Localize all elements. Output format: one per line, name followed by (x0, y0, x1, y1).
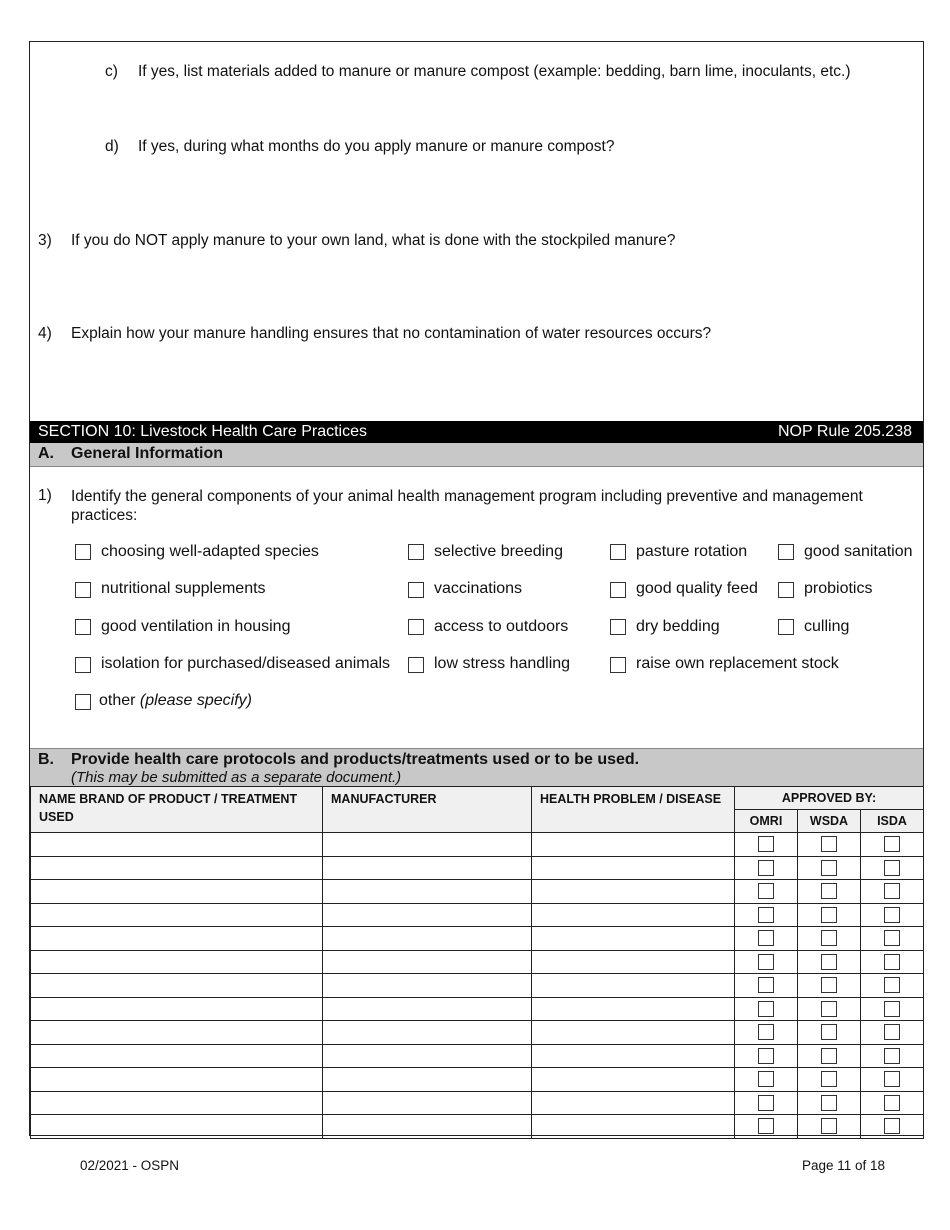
omri-checkbox[interactable] (758, 1071, 774, 1087)
omri-cell (735, 1021, 798, 1045)
wsda-cell (798, 833, 861, 857)
option-label: isolation for purchased/diseased animals (101, 655, 391, 672)
omri-cell (735, 950, 798, 974)
isda-checkbox[interactable] (884, 1118, 900, 1134)
wsda-cell (798, 903, 861, 927)
part-b-title: Provide health care protocols and products/treatments used or to be used. (71, 751, 640, 768)
table-row (31, 1115, 924, 1139)
manufacturer-cell[interactable] (323, 927, 532, 951)
question-1-text: Identify the general components of your animal health management program including preventive and management practices: (71, 488, 863, 524)
section-header (30, 421, 923, 443)
wsda-cell (798, 1021, 861, 1045)
omri-cell (735, 833, 798, 857)
wsda-checkbox[interactable] (821, 907, 837, 923)
isda-checkbox[interactable] (884, 1024, 900, 1040)
omri-checkbox[interactable] (758, 977, 774, 993)
wsda-checkbox[interactable] (821, 954, 837, 970)
isda-checkbox[interactable] (884, 1048, 900, 1064)
option-label: choosing well-adapted species (101, 543, 319, 560)
part-a-header (30, 443, 923, 467)
manufacturer-cell[interactable] (323, 833, 532, 857)
manufacturer-cell[interactable] (323, 1044, 532, 1068)
checkbox-nutritional-supplements[interactable] (75, 582, 91, 598)
product-cell[interactable] (31, 1044, 323, 1068)
table-row (31, 997, 924, 1021)
question-4-label: 4) (38, 325, 52, 342)
checkbox-isolation[interactable] (75, 657, 91, 673)
checkbox-dry-bedding[interactable] (610, 619, 626, 635)
wsda-cell (798, 997, 861, 1021)
health-problem-cell[interactable] (532, 1068, 735, 1092)
option-other-label (99, 692, 252, 710)
manufacturer-cell[interactable] (323, 1091, 532, 1115)
omri-checkbox[interactable] (758, 836, 774, 852)
section-rule: NOP Rule 205.238 (777, 423, 912, 440)
col-header-isda: ISDA (861, 810, 924, 833)
wsda-cell (798, 950, 861, 974)
health-problem-cell[interactable] (532, 1115, 735, 1139)
health-problem-cell[interactable] (532, 974, 735, 998)
manufacturer-cell[interactable] (323, 903, 532, 927)
health-problem-cell[interactable] (532, 1091, 735, 1115)
option-label: probiotics (804, 580, 873, 597)
isda-cell (861, 974, 924, 998)
option-label: nutritional supplements (101, 580, 266, 597)
product-cell[interactable] (31, 974, 323, 998)
product-cell[interactable] (31, 1021, 323, 1045)
footer-page-number: Page 11 of 18 (802, 1158, 886, 1173)
isda-cell (861, 1115, 924, 1139)
omri-checkbox[interactable] (758, 860, 774, 876)
isda-cell (861, 950, 924, 974)
other-hint-text: (please specify) (139, 692, 252, 709)
isda-cell (861, 1091, 924, 1115)
option-label: dry bedding (636, 618, 720, 635)
question-d-text: If yes, during what months do you apply manure or manure compost? (138, 138, 615, 155)
isda-cell (861, 880, 924, 904)
part-a-letter: A. (38, 445, 54, 462)
isda-cell (861, 1021, 924, 1045)
omri-checkbox[interactable] (758, 907, 774, 923)
omri-cell (735, 856, 798, 880)
wsda-cell (798, 1044, 861, 1068)
checkbox-other[interactable] (75, 694, 91, 710)
table-row (31, 974, 924, 998)
isda-checkbox[interactable] (884, 977, 900, 993)
health-problem-cell[interactable] (532, 856, 735, 880)
checkbox-selective-breeding[interactable] (408, 544, 424, 560)
omri-checkbox[interactable] (758, 1118, 774, 1134)
checkbox-access-to-outdoors[interactable] (408, 619, 424, 635)
question-3-text: If you do NOT apply manure to your own land, what is done with the stockpiled manure? (71, 232, 676, 249)
checkbox-good-quality-feed[interactable] (610, 582, 626, 598)
table-row (31, 880, 924, 904)
table-row (31, 950, 924, 974)
question-c-label: c) (105, 63, 118, 80)
isda-cell (861, 903, 924, 927)
isda-checkbox[interactable] (884, 1095, 900, 1111)
wsda-checkbox[interactable] (821, 1071, 837, 1087)
wsda-cell (798, 1091, 861, 1115)
checkbox-raise-replacement-stock[interactable] (610, 657, 626, 673)
omri-checkbox[interactable] (758, 954, 774, 970)
checkbox-good-ventilation[interactable] (75, 619, 91, 635)
part-b-header (30, 748, 923, 786)
wsda-checkbox[interactable] (821, 883, 837, 899)
product-cell[interactable] (31, 903, 323, 927)
isda-cell (861, 856, 924, 880)
part-a-title: General Information (71, 445, 224, 462)
table-row (31, 1044, 924, 1068)
product-cell[interactable] (31, 1068, 323, 1092)
wsda-cell (798, 856, 861, 880)
section-title: SECTION 10: Livestock Health Care Practices (38, 423, 368, 440)
question-c-text: If yes, list materials added to manure or manure compost (example: bedding, barn lime, inoculants, etc.) (138, 63, 851, 80)
wsda-cell (798, 974, 861, 998)
col-header-wsda: WSDA (798, 810, 861, 833)
health-problem-cell[interactable] (532, 997, 735, 1021)
table-row (31, 1091, 924, 1115)
table-row (31, 833, 924, 857)
wsda-cell (798, 927, 861, 951)
option-label: good quality feed (636, 580, 758, 597)
other-label-text: other (99, 692, 136, 709)
col-header-product: NAME BRAND OF PRODUCT / TREATMENT USED (31, 787, 323, 833)
option-label: selective breeding (434, 543, 563, 560)
option-label: vaccinations (434, 580, 523, 597)
manufacturer-cell[interactable] (323, 997, 532, 1021)
product-cell[interactable] (31, 927, 323, 951)
checkbox-probiotics[interactable] (778, 582, 794, 598)
product-cell[interactable] (31, 997, 323, 1021)
treatments-table (30, 786, 924, 1139)
isda-checkbox[interactable] (884, 954, 900, 970)
omri-cell (735, 974, 798, 998)
health-problem-cell[interactable] (532, 927, 735, 951)
health-problem-cell[interactable] (532, 880, 735, 904)
option-label: access to outdoors (434, 618, 569, 635)
question-3-label: 3) (38, 232, 52, 249)
omri-cell (735, 1091, 798, 1115)
manufacturer-cell[interactable] (323, 1068, 532, 1092)
wsda-checkbox[interactable] (821, 1001, 837, 1017)
health-problem-cell[interactable] (532, 950, 735, 974)
wsda-checkbox[interactable] (821, 977, 837, 993)
omri-cell (735, 880, 798, 904)
omri-checkbox[interactable] (758, 883, 774, 899)
isda-checkbox[interactable] (884, 883, 900, 899)
col-header-manufacturer: MANUFACTURER (323, 787, 532, 833)
manufacturer-cell[interactable] (323, 1021, 532, 1045)
wsda-checkbox[interactable] (821, 836, 837, 852)
wsda-checkbox[interactable] (821, 1118, 837, 1134)
question-4-text: Explain how your manure handling ensures that no contamination of water resources occurs? (71, 325, 712, 342)
option-label: low stress handling (434, 655, 571, 672)
omri-cell (735, 1044, 798, 1068)
col-header-omri: OMRI (735, 810, 798, 833)
table-row (31, 927, 924, 951)
checkbox-good-sanitation[interactable] (778, 544, 794, 560)
table-row (31, 1021, 924, 1045)
health-problem-cell[interactable] (532, 833, 735, 857)
isda-checkbox[interactable] (884, 860, 900, 876)
manufacturer-cell[interactable] (323, 974, 532, 998)
product-cell[interactable] (31, 950, 323, 974)
omri-cell (735, 997, 798, 1021)
isda-cell (861, 927, 924, 951)
wsda-checkbox[interactable] (821, 1048, 837, 1064)
manufacturer-cell[interactable] (323, 880, 532, 904)
isda-checkbox[interactable] (884, 930, 900, 946)
checkbox-culling[interactable] (778, 619, 794, 635)
product-cell[interactable] (31, 880, 323, 904)
question-1-label: 1) (38, 487, 52, 504)
part-b-letter: B. (38, 751, 54, 768)
table-row (31, 1068, 924, 1092)
option-label: pasture rotation (636, 543, 748, 560)
isda-cell (861, 1068, 924, 1092)
isda-checkbox[interactable] (884, 836, 900, 852)
form-page (29, 41, 924, 1136)
footer-date: 02/2021 - OSPN (80, 1158, 180, 1173)
question-d-label: d) (105, 138, 119, 155)
wsda-cell (798, 1068, 861, 1092)
omri-cell (735, 927, 798, 951)
manufacturer-cell[interactable] (323, 856, 532, 880)
omri-checkbox[interactable] (758, 1024, 774, 1040)
health-problem-cell[interactable] (532, 1044, 735, 1068)
wsda-cell (798, 1115, 861, 1139)
isda-checkbox[interactable] (884, 907, 900, 923)
part-b-subtitle: (This may be submitted as a separate document.) (71, 769, 402, 786)
manufacturer-cell[interactable] (323, 1115, 532, 1139)
checkbox-well-adapted-species[interactable] (75, 544, 91, 560)
omri-checkbox[interactable] (758, 930, 774, 946)
col-header-approved-by: APPROVED BY: (735, 787, 924, 810)
health-problem-cell[interactable] (532, 903, 735, 927)
col-header-health-problem: HEALTH PROBLEM / DISEASE (532, 787, 735, 833)
product-cell[interactable] (31, 856, 323, 880)
omri-cell (735, 1115, 798, 1139)
checkbox-vaccinations[interactable] (408, 582, 424, 598)
option-label: raise own replacement stock (636, 655, 839, 672)
omri-cell (735, 1068, 798, 1092)
isda-cell (861, 997, 924, 1021)
checkbox-low-stress-handling[interactable] (408, 657, 424, 673)
wsda-checkbox[interactable] (821, 1024, 837, 1040)
product-cell[interactable] (31, 1091, 323, 1115)
isda-cell (861, 1044, 924, 1068)
product-cell[interactable] (31, 833, 323, 857)
isda-checkbox[interactable] (884, 1001, 900, 1017)
manufacturer-cell[interactable] (323, 950, 532, 974)
wsda-cell (798, 880, 861, 904)
isda-cell (861, 833, 924, 857)
checkbox-pasture-rotation[interactable] (610, 544, 626, 560)
product-cell[interactable] (31, 1115, 323, 1139)
table-row (31, 856, 924, 880)
omri-checkbox[interactable] (758, 1095, 774, 1111)
table-row (31, 903, 924, 927)
omri-checkbox[interactable] (758, 1001, 774, 1017)
option-label: good ventilation in housing (101, 618, 291, 635)
wsda-checkbox[interactable] (821, 930, 837, 946)
wsda-checkbox[interactable] (821, 860, 837, 876)
wsda-checkbox[interactable] (821, 1095, 837, 1111)
option-label: good sanitation (804, 543, 913, 560)
omri-cell (735, 903, 798, 927)
omri-checkbox[interactable] (758, 1048, 774, 1064)
health-problem-cell[interactable] (532, 1021, 735, 1045)
isda-checkbox[interactable] (884, 1071, 900, 1087)
option-label: culling (804, 618, 850, 635)
